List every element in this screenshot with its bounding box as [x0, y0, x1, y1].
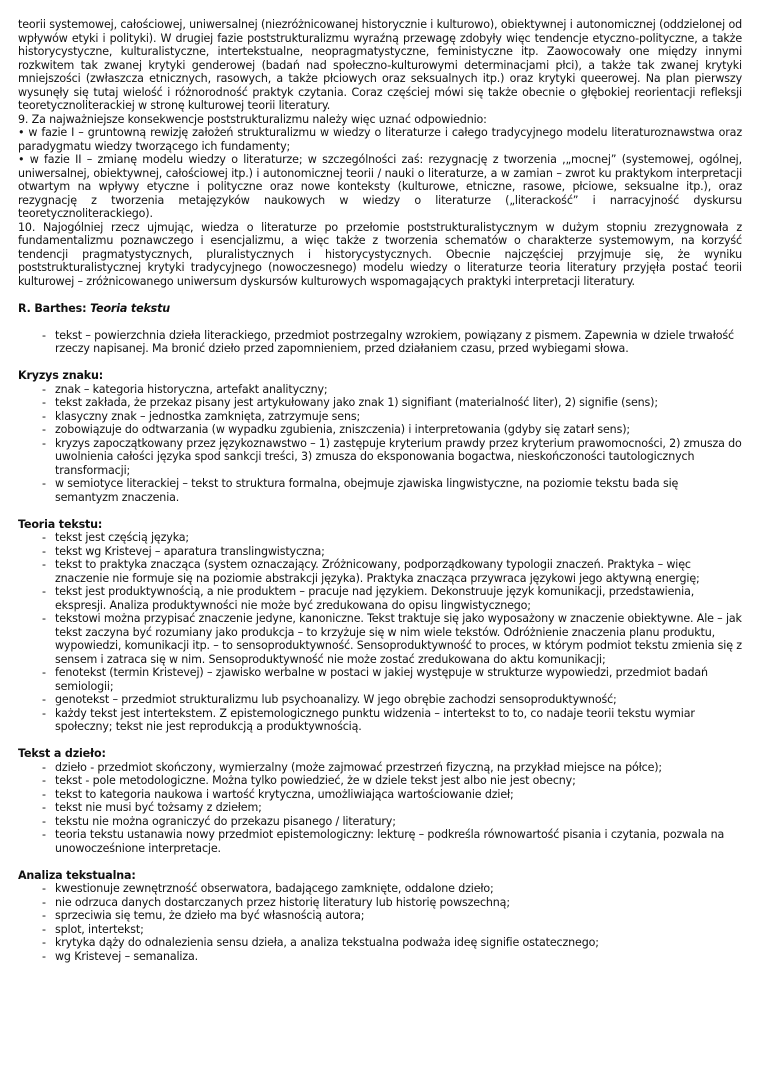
section-heading-teoria-tekstu: Teoria tekstu: [18, 517, 103, 531]
section-heading-analiza-tekstualna: Analiza tekstualna: [18, 868, 136, 882]
list-item: - każdy tekst jest intertekstem. Z epistemologicznego punktu widzenia – intertekst to to, co nadaje teorii tekstu wymiar społeczny; tekst nie jest reprodukcją a produktywnością. [42, 706, 695, 733]
dash-bullet-icon: - [42, 409, 46, 423]
list-item: - tekstowi można przypisać znaczenie jedyne, kanoniczne. Tekst traktuje się jako wyposażony w znaczenie obiektywne. Ale – jak tekst zaczyna być rozumiany jako produkcja – to krzyżuje się w nim wiele tekstów. Odróżnienie znaczenia planu produktu, wypowiedzi, komunikacji itp. – to sensoproduktywność. Sensoproduktywność to proces, w którym podmiot tekstu zmienia się z sensem i zatraca się w nim. Sensoproduktywność nie może zostać zredukowana do aktu komunikacji; [42, 612, 742, 666]
list-item: - tekst zakłada, że przekaz pisany jest artykułowany jako znak 1) signifiant (materialność liter), 2) signifie (sens); [42, 396, 658, 409]
dash-bullet-icon: - [42, 909, 46, 922]
list-item: - w semiotyce literackiej – tekst to struktura formalna, obejmuje zjawiska lingwistyczne, na poziomie tekstu bada się semantyzm znaczenia. [42, 477, 679, 504]
barthes-heading [18, 302, 742, 316]
dash-bullet-icon: - [42, 544, 46, 558]
list-item: - tekstu nie można ograniczyć do przekazu pisanego / literatury; [42, 814, 396, 828]
list-item: - krytyka dąży do odnalezienia sensu dzieła, a analiza tekstualna podważa ideę signifie ostatecznego; [42, 936, 599, 949]
dash-bullet-icon: - [42, 585, 46, 598]
list-item: - kryzys zapoczątkowany przez językoznawstwo – 1) zastępuje kryterium prawdy przez kryterium prawomocności, 2) zmusza do uwolnienia całości języka spod sankcji treści, 3) zmusza do eksponowania bogactwa, nieskończoności tautologicznych transformacji; [42, 436, 742, 477]
barthes-author: R. Barthes: [18, 301, 91, 315]
dash-bullet-icon: - [42, 666, 46, 679]
list-item: - splot, intertekst; [42, 922, 144, 936]
list-item: - tekst wg Kristevej – aparatura translingwistyczna; [42, 544, 325, 558]
dash-bullet-icon: - [42, 936, 46, 949]
phase-1-item: • w fazie I – gruntowną rewizję założeń strukturalizmu w wiedzy o literaturze i całego tradycyjnego modelu literaturoznawstwa oraz paradygmatu wiedzy tworzącego ich fundamenty; [18, 126, 742, 153]
dash-bullet-icon: - [42, 423, 46, 436]
list-item: - kwestionuje zewnętrzność obserwatora, badającego zamknięte, oddalone dzieło; [42, 882, 494, 895]
list-item: - teoria tekstu ustanawia nowy przedmiot epistemologiczny: lekturę – podkreśla równowartość pisania i czytania, pozwala na unowocześnione interpretacje. [42, 828, 725, 855]
list-item: - wg Kristevej – semanaliza. [42, 949, 199, 963]
section-heading-kryzys-znaku: Kryzys znaku: [18, 369, 104, 382]
dash-bullet-icon: - [42, 693, 46, 706]
list-item: - tekst - pole metodologiczne. Można tylko powiedzieć, że w dziele tekst jest albo nie jest obecny; [42, 774, 576, 787]
list-item: - tekst – powierzchnia dzieła literackiego, przedmiot postrzegalny wzrokiem, powiązany z pismem. Zapewnia w dziele trwałość rzeczy napisanej. Ma bronić dzieło przed zapomnieniem, przed działaniem czasu, przed wybiegami słowa. [42, 328, 734, 355]
teoria-tekstu-list [18, 531, 742, 734]
kryzys-znaku-list [18, 383, 742, 505]
list-item: - genotekst – przedmiot strukturalizmu lub psychoanalizy. W jego obrębie zachodzi sensoproduktywność; [42, 693, 617, 706]
list-item: - dzieło - przedmiot skończony, wymierzalny (może zajmować przestrzeń fizyczną, na przykład miejsce na półce); [42, 760, 663, 774]
dash-bullet-icon: - [42, 531, 46, 544]
analiza-tekstualna-list [18, 882, 742, 963]
dash-bullet-icon: - [42, 787, 46, 801]
list-item: - tekst jest produktywnością, a nie produktem – pracuje nad językiem. Dekonstruuje język komunikacji, przedstawienia, ekspresji. Analiza produktywności nie może być zredukowana do opisu lingwistycznego; [42, 585, 695, 612]
dash-bullet-icon: - [42, 814, 46, 828]
document-page [18, 18, 742, 963]
dash-bullet-icon: - [42, 895, 46, 909]
list-item: - sprzeciwia się temu, że dzieło ma być własnością autora; [42, 909, 365, 922]
point-9: 9. Za najważniejsze konsekwencje poststrukturalizmu należy więc uznać odpowiednio: [18, 112, 487, 126]
barthes-list [18, 329, 742, 356]
dash-bullet-icon: - [42, 396, 46, 409]
dash-bullet-icon: - [42, 706, 46, 720]
list-item: - klasyczny znak – jednostka zamknięta, zatrzymuje sens; [42, 409, 361, 423]
list-item: - tekst nie musi być tożsamy z dziełem; [42, 801, 262, 814]
list-item: - tekst to praktyka znacząca (system oznaczający. Zróżnicowany, podporządkowany typologii znaczeń. Praktyka – więc znaczenie nie formuje się na poziomie abstrakcji języka). Praktyka znacząca przywraca językowi jego aktywną energię; [42, 558, 700, 585]
list-item: - nie odrzuca danych dostarczanych przez historię literatury lub historię powszechną; [42, 895, 510, 909]
dash-bullet-icon: - [42, 436, 46, 450]
list-item: - znak – kategoria historyczna, artefakt analityczny; [42, 382, 328, 396]
dash-bullet-icon: - [42, 382, 46, 396]
section-heading-tekst-a-dzielo: Tekst a dzieło: [18, 747, 106, 760]
dash-bullet-icon: - [42, 558, 46, 571]
dash-bullet-icon: - [42, 801, 46, 814]
dash-bullet-icon: - [42, 477, 46, 490]
dash-bullet-icon: - [42, 612, 46, 625]
phase-2-item: • w fazie II – zmianę modelu wiedzy o literaturze; w szczególności zaś: rezygnację z tworzenia ,„mocnej” (systemowej, ogólnej, uniwersalnej, obiektywnej, całościowej itp.) i autonomicznej teorii / nauki o literaturze, a w zamian – zwrot ku praktykom interpretacji otwartym na wpływy etyczne i polityczne oraz nowe konteksty (kulturowe, etniczne, rasowe, płciowe, seksualne itp.), oraz rezygnację z tworzenia metajęzyków naukowych w wiedzy o literaturze („literackość” i narracyjność dyskursu teoretycznoliterackiego). [18, 153, 742, 220]
tekst-a-dzielo-list [18, 761, 742, 856]
list-item: - tekst jest częścią języka; [42, 531, 190, 544]
dash-bullet-icon: - [42, 328, 46, 342]
list-item: - zobowiązuje do odtwarzania (w wypadku zgubienia, zniszczenia) i interpretowania (gdyby się zatarł sens); [42, 423, 630, 436]
dash-bullet-icon: - [42, 760, 46, 774]
list-item: - fenotekst (termin Kristevej) – zjawisko werbalne w postaci w jakiej występuje w strukturze wypowiedzi, przedmiot badań semiologii; [42, 666, 708, 693]
intro-paragraph: teorii systemowej, całościowej, uniwersalnej (niezróżnicowanej historycznie i kulturowo), obiektywnej i autonomicznej (oddzielonej od wpływów etyki i polityki). W drugiej fazie poststrukturalizmu wyraźną przewagę zdobyły więc tendencje etyczno-polityczne, a także historycystyczne, kulturalistyczne, intertekstualne, neopragmatystyczne, feministyczne itp. Zaowocowały one między innymi rozkwitem tak zwanej krytyki genderowej (badań nad społeczno-kulturowymi determinacjami płci), a także tak zwanej krytyki mniejszości (zwłaszcza etnicznych, rasowych, a także płciowych oraz seksualnych itp.) oraz krytyki queerowej. Na plan pierwszy wysunęły się tutaj wielość i różnorodność praktyk czytania. Coraz częściej mówi się także obecnie o głębokiej reorientacji refleksji teoretycznoliterackiej w stronę kulturowej teorii literatury. [18, 18, 742, 112]
dash-bullet-icon: - [42, 882, 46, 895]
dash-bullet-icon: - [42, 828, 46, 841]
list-item: - tekst to kategoria naukowa i wartość krytyczna, umożliwiająca wartościowanie dzieł; [42, 787, 514, 801]
point-10: 10. Najogólniej rzecz ujmując, wiedza o literaturze po przełomie poststrukturalistycznym w dużym stopniu zrezygnowała z fundamentalizmu poznawczego i esencjalizmu, a więc także z tworzenia schematów o charakterze systemowym, na korzyść tendencji pragmatystycznych, pluralistycznych i historycystycznych. Obecnie najczęściej przyjmuje się, że wyniku poststrukturalistycznej krytyki tradycyjnego (nowoczesnego) modelu wiedzy o literaturze teoria literatury przyjęła postać teorii kulturowej – zróżnicowanego uniwersum dyskursów kulturowych wspomagających praktyki interpretacji literatury. [18, 220, 742, 288]
dash-bullet-icon: - [42, 922, 46, 936]
barthes-title: Teoria tekstu [90, 301, 171, 315]
dash-bullet-icon: - [42, 949, 46, 963]
dash-bullet-icon: - [42, 774, 46, 787]
